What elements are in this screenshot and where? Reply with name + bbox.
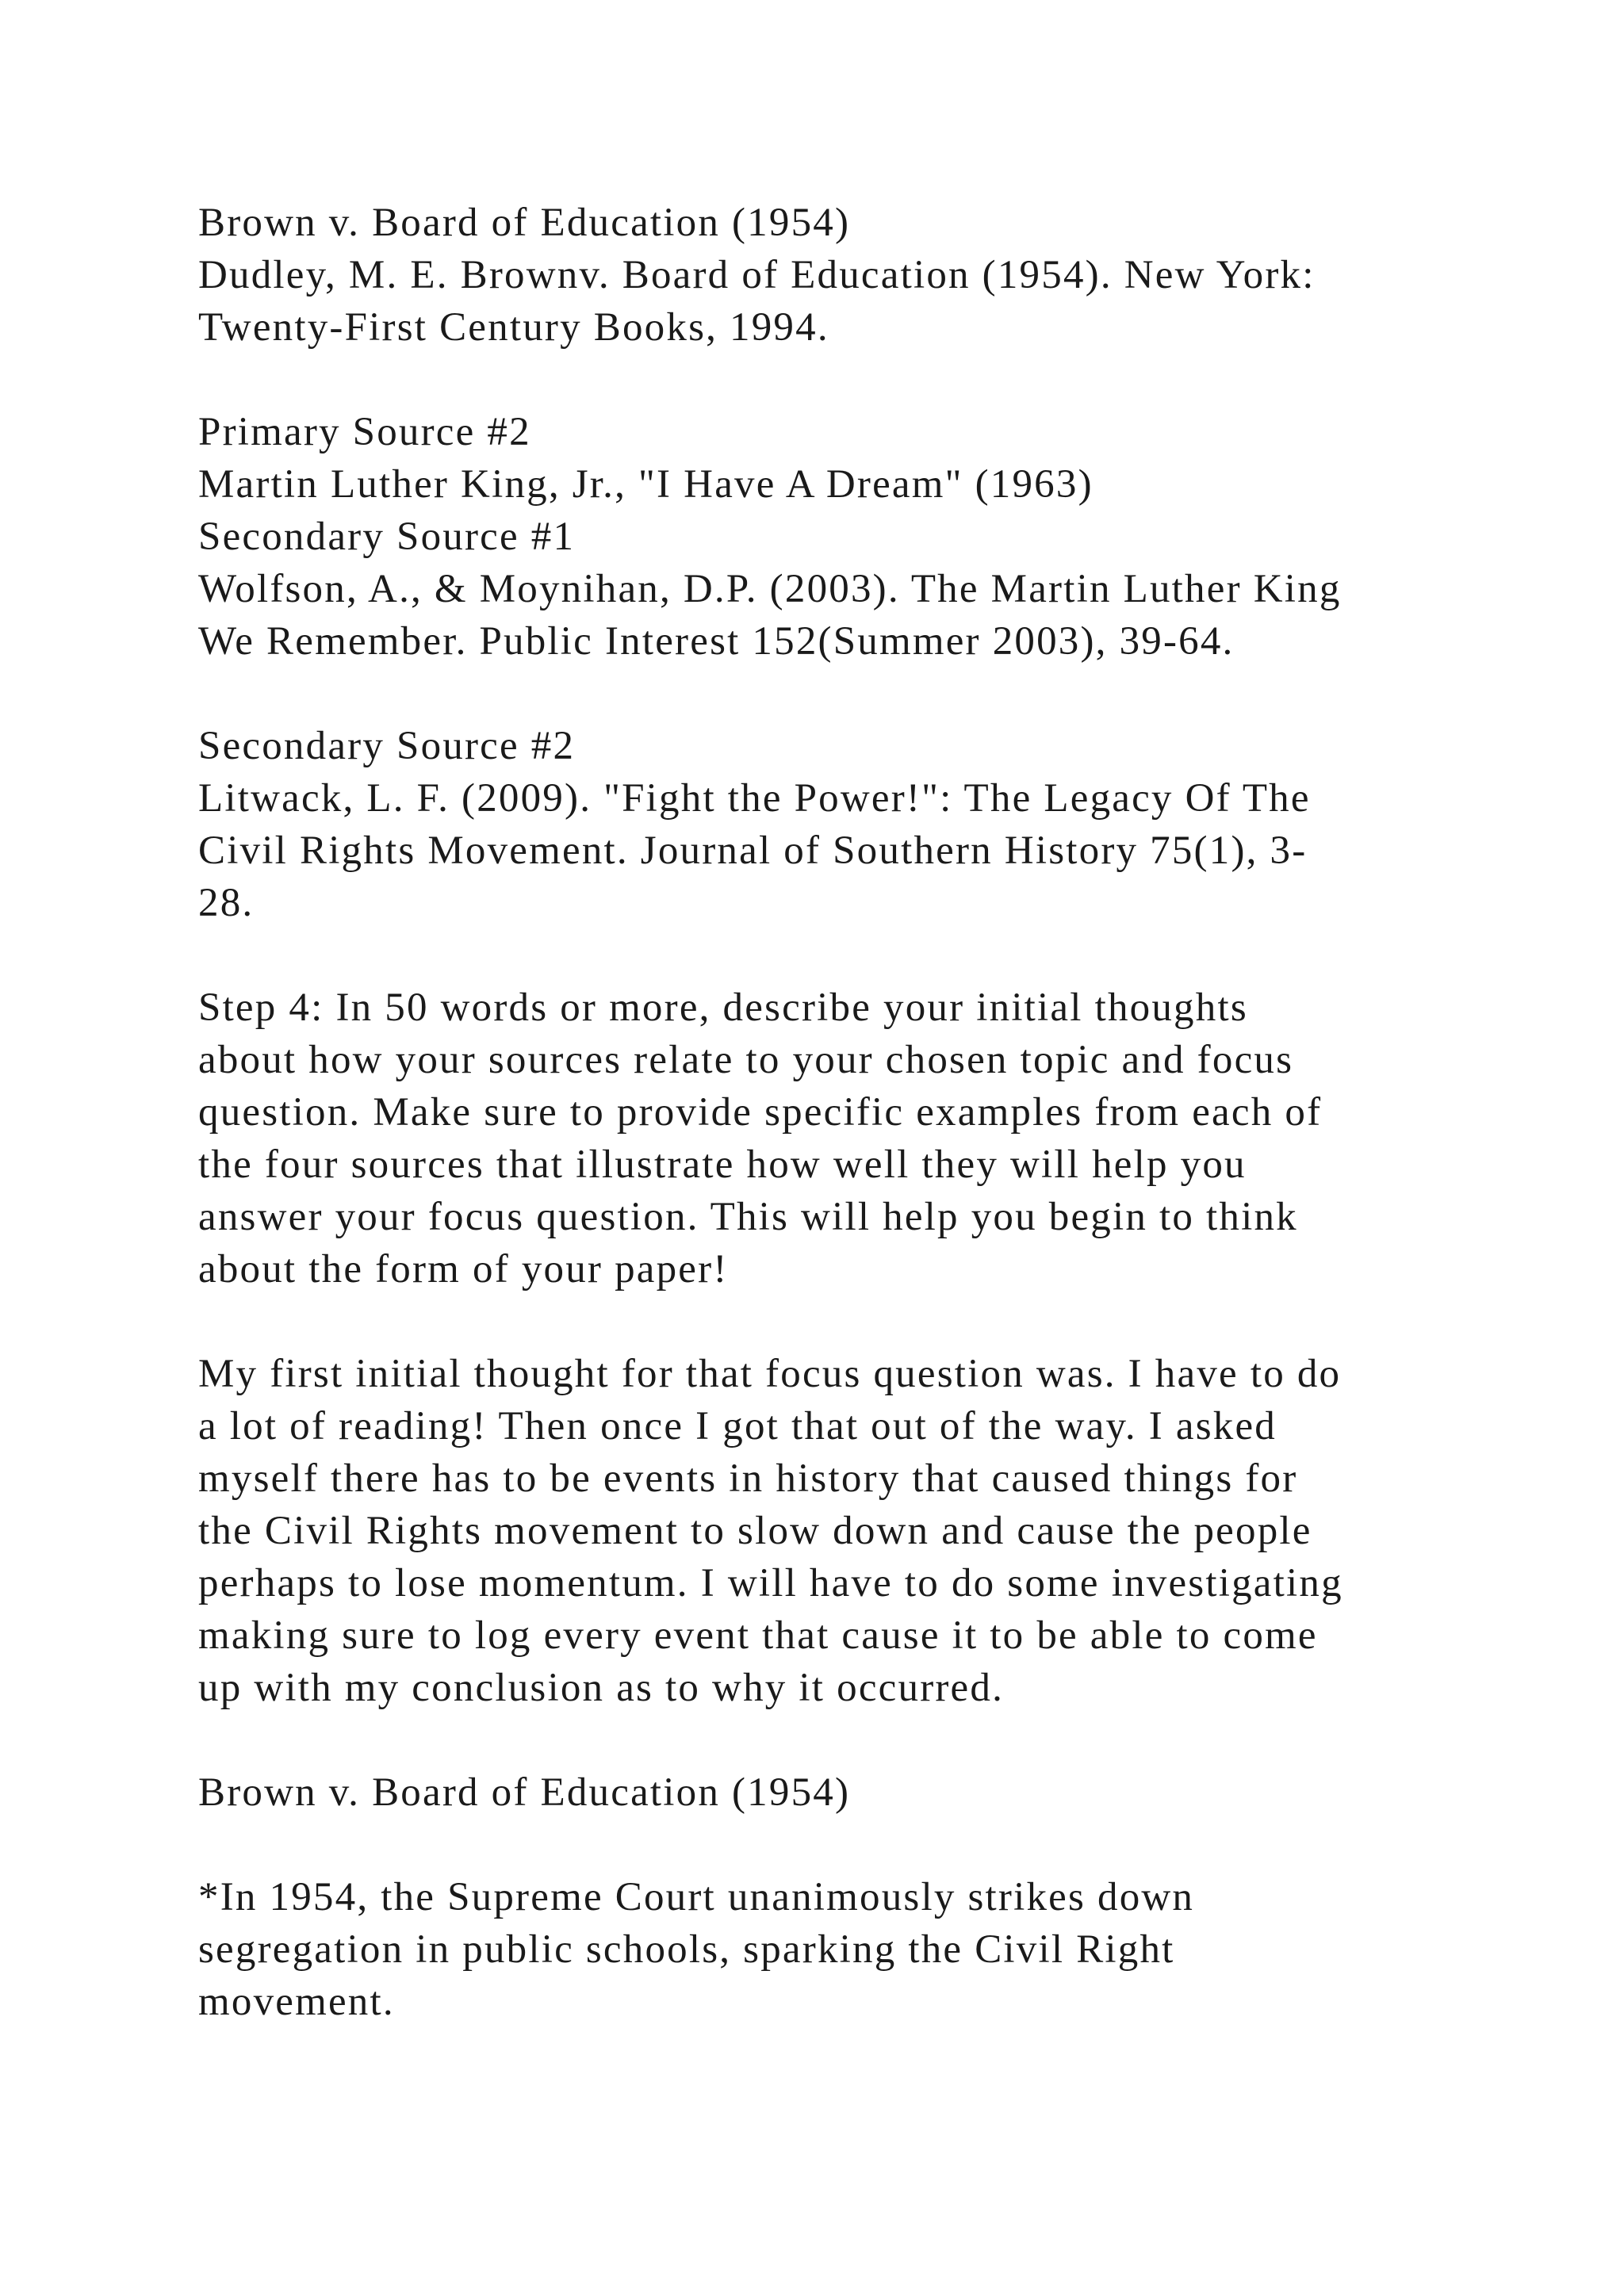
response-line-6: making sure to log every event that cause it to be able to come (198, 1613, 1318, 1658)
response-line-1: My first initial thought for that focus question was. I have to do (198, 1352, 1342, 1396)
section-heading-brown: Brown v. Board of Education (1954) (198, 1770, 851, 1815)
blank-line (198, 668, 1546, 720)
blank-line (198, 1714, 1546, 1766)
blank-line (198, 929, 1546, 982)
note-line-3: movement. (198, 1980, 395, 2024)
citation-dudley-line-1: Dudley, M. E. Brownv. Board of Education (1954). New York: (198, 253, 1316, 297)
step-4-prompt-line-4: the four sources that illustrate how well they will help you (198, 1142, 1247, 1187)
response-line-7: up with my conclusion as to why it occurred. (198, 1666, 1005, 1710)
citation-wolfson-line-1: Wolfson, A., & Moynihan, D.P. (2003). The Martin Luther King (198, 567, 1342, 611)
document-text (198, 197, 1546, 2028)
response-line-2: a lot of reading! Then once I got that out of the way. I asked (198, 1404, 1277, 1448)
blank-line (198, 1295, 1546, 1348)
blank-line (198, 354, 1546, 406)
note-line-2: segregation in public schools, sparking the Civil Right (198, 1927, 1175, 1972)
note-line-1: *In 1954, the Supreme Court unanimously strikes down (198, 1875, 1195, 1919)
step-4-prompt-line-1: Step 4: In 50 words or more, describe your initial thoughts (198, 985, 1248, 1030)
response-line-4: the Civil Rights movement to slow down and cause the people (198, 1509, 1312, 1553)
citation-litwack-line-3: 28. (198, 881, 255, 925)
secondary-source-1-heading: Secondary Source #1 (198, 515, 576, 559)
step-4-prompt-line-2: about how your sources relate to your chosen topic and focus (198, 1038, 1294, 1082)
secondary-source-2-heading: Secondary Source #2 (198, 724, 576, 768)
citation-litwack-line-1: Litwack, L. F. (2009). "Fight the Power!": The Legacy Of The (198, 776, 1311, 821)
primary-source-2-title: Martin Luther King, Jr., "I Have A Dream" (1963) (198, 462, 1094, 507)
source-title-brown: Brown v. Board of Education (1954) (198, 201, 851, 245)
response-line-5: perhaps to lose momentum. I will have to do some investigating (198, 1561, 1343, 1605)
step-4-prompt-line-5: answer your focus question. This will help you begin to think (198, 1195, 1298, 1239)
primary-source-2-heading: Primary Source #2 (198, 410, 531, 454)
response-line-3: myself there has to be events in history that caused things for (198, 1456, 1298, 1501)
step-4-prompt-line-6: about the form of your paper! (198, 1247, 729, 1292)
citation-litwack-line-2: Civil Rights Movement. Journal of Southern History 75(1), 3- (198, 828, 1308, 873)
step-4-prompt-line-3: question. Make sure to provide specific examples from each of (198, 1090, 1323, 1135)
citation-wolfson-line-2: We Remember. Public Interest 152(Summer 2003), 39-64. (198, 619, 1235, 664)
citation-dudley-line-2: Twenty-First Century Books, 1994. (198, 305, 829, 350)
blank-line (198, 1819, 1546, 1871)
